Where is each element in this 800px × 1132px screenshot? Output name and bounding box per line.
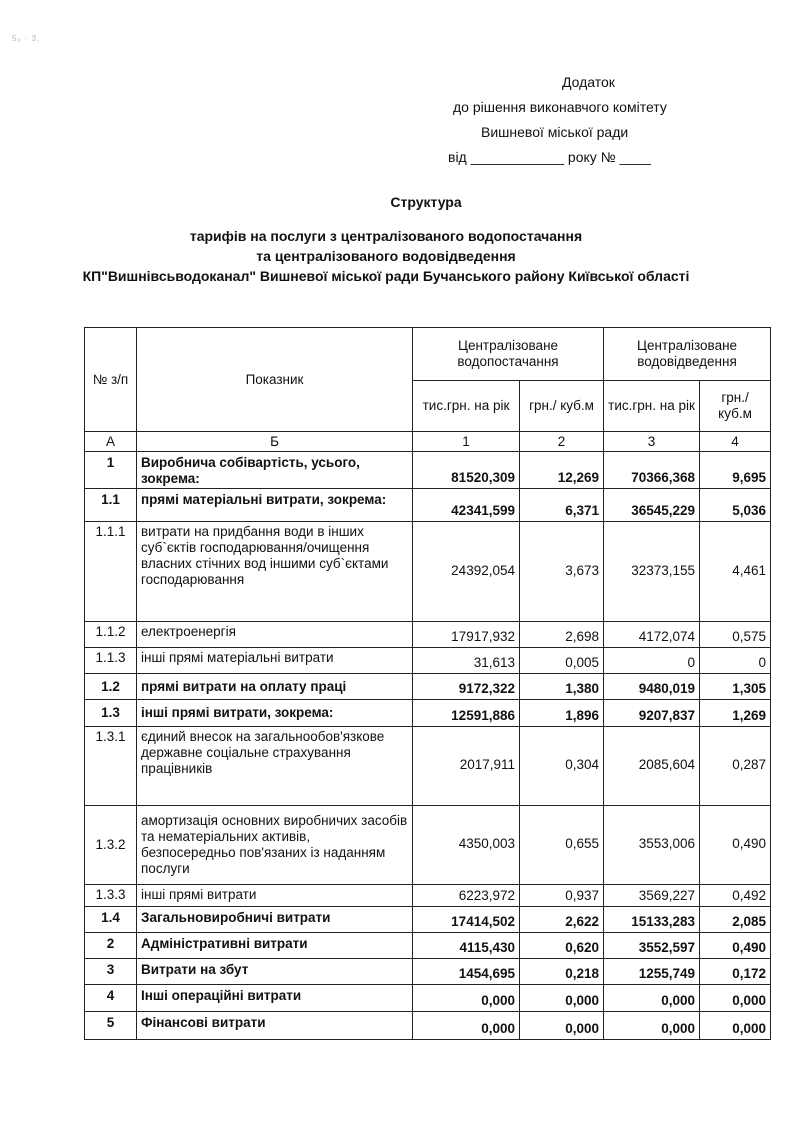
row-value-1: 4350,003 xyxy=(413,806,520,885)
table-row xyxy=(85,727,771,806)
row-num: 2 xyxy=(85,933,137,959)
row-value-1: 2017,911 xyxy=(413,727,520,806)
row-value-3: 3553,006 xyxy=(604,806,700,885)
row-value-4: 0 xyxy=(700,648,771,674)
row-value-4: 0,000 xyxy=(700,1012,771,1040)
row-value-2: 3,673 xyxy=(520,522,604,622)
row-value-1: 4115,430 xyxy=(413,933,520,959)
table-row xyxy=(85,933,771,959)
row-value-4: 9,695 xyxy=(700,452,771,489)
table-row xyxy=(85,806,771,885)
row-value-4: 0,287 xyxy=(700,727,771,806)
row-num: 1.1 xyxy=(85,489,137,522)
title-line-4: КП"Вишнівсьводоканал" Вишневої міської ради Бучанського району Київської області xyxy=(82,268,690,284)
row-value-2: 1,380 xyxy=(520,674,604,700)
row-value-1: 0,000 xyxy=(413,985,520,1012)
appendix-line-2: до рішення виконавчого комітету xyxy=(453,99,667,115)
table-row xyxy=(85,522,771,622)
row-value-2: 12,269 xyxy=(520,452,604,489)
row-value-1: 9172,322 xyxy=(413,674,520,700)
row-value-1: 81520,309 xyxy=(413,452,520,489)
row-value-4: 4,461 xyxy=(700,522,771,622)
appendix-line-4: від ____________ року № ____ xyxy=(448,149,651,165)
row-value-2: 0,000 xyxy=(520,1012,604,1040)
col-label: 2 xyxy=(520,432,604,452)
row-value-3: 0 xyxy=(604,648,700,674)
header-water-disposal: Централізоване водовідведення xyxy=(604,328,771,381)
row-num: 1.3.3 xyxy=(85,885,137,907)
row-value-4: 0,490 xyxy=(700,933,771,959)
row-value-1: 1454,695 xyxy=(413,959,520,985)
table-row xyxy=(85,622,771,648)
row-value-2: 0,655 xyxy=(520,806,604,885)
header-unit-total-2: тис.грн. на рік xyxy=(604,381,700,432)
row-num: 1.1.1 xyxy=(85,522,137,622)
row-value-4: 2,085 xyxy=(700,907,771,933)
row-value-1: 0,000 xyxy=(413,1012,520,1040)
row-value-4: 5,036 xyxy=(700,489,771,522)
table-row xyxy=(85,452,771,489)
row-value-4: 1,269 xyxy=(700,700,771,727)
col-label: 3 xyxy=(604,432,700,452)
row-value-3: 2085,604 xyxy=(604,727,700,806)
row-name: єдиний внесок на загальнообов'язкове державне соціальне страхування працівників xyxy=(137,727,413,806)
row-name: прямі витрати на оплату праці xyxy=(137,674,413,700)
row-name: амортизація основних виробничих засобів та нематеріальних активів, безпосередньо пов'язаних із наданням послуги xyxy=(137,806,413,885)
row-name: інші прямі матеріальні витрати xyxy=(137,648,413,674)
row-value-3: 0,000 xyxy=(604,1012,700,1040)
appendix-line-1: Додаток xyxy=(562,74,615,90)
row-name: Інші операційні витрати xyxy=(137,985,413,1012)
row-value-4: 0,172 xyxy=(700,959,771,985)
header-unit-per-m3-2: грн./ куб.м xyxy=(700,381,771,432)
row-num: 5 xyxy=(85,1012,137,1040)
row-value-3: 9207,837 xyxy=(604,700,700,727)
appendix-block xyxy=(440,70,700,170)
row-name: Виробнича собівартість, усього, зокрема: xyxy=(137,452,413,489)
table-row xyxy=(85,489,771,522)
row-value-3: 9480,019 xyxy=(604,674,700,700)
row-name: Витрати на збут xyxy=(137,959,413,985)
row-value-4: 0,000 xyxy=(700,985,771,1012)
col-label: 1 xyxy=(413,432,520,452)
row-value-1: 17414,502 xyxy=(413,907,520,933)
row-value-3: 15133,283 xyxy=(604,907,700,933)
row-value-2: 0,218 xyxy=(520,959,604,985)
row-value-2: 1,896 xyxy=(520,700,604,727)
col-label: 4 xyxy=(700,432,771,452)
row-name: прямі матеріальні витрати, зокрема: xyxy=(137,489,413,522)
row-name: Адміністративні витрати xyxy=(137,933,413,959)
header-indicator: Показник xyxy=(137,328,413,432)
col-label: А xyxy=(85,432,137,452)
row-num: 1.4 xyxy=(85,907,137,933)
row-value-1: 17917,932 xyxy=(413,622,520,648)
row-value-2: 2,698 xyxy=(520,622,604,648)
row-num: 1.1.3 xyxy=(85,648,137,674)
row-name: інші прямі витрати xyxy=(137,885,413,907)
table-row xyxy=(85,885,771,907)
row-name: витрати на придбання води в інших суб`єктів господарювання/очищення власних стічних вод іншими суб`єктами господарювання xyxy=(137,522,413,622)
row-value-3: 3569,227 xyxy=(604,885,700,907)
row-name: електроенергія xyxy=(137,622,413,648)
row-num: 1.3 xyxy=(85,700,137,727)
header-water-supply: Централізоване водопостачання xyxy=(413,328,604,381)
row-value-2: 2,622 xyxy=(520,907,604,933)
row-value-2: 0,005 xyxy=(520,648,604,674)
title-line-2: тарифів на послуги з централізованого водопостачання xyxy=(189,228,583,244)
row-value-2: 0,000 xyxy=(520,985,604,1012)
table-row xyxy=(85,1012,771,1040)
row-value-1: 24392,054 xyxy=(413,522,520,622)
row-value-3: 1255,749 xyxy=(604,959,700,985)
row-value-4: 0,490 xyxy=(700,806,771,885)
title-line-1: Структура xyxy=(390,194,462,210)
header-num: № з/п xyxy=(85,328,137,432)
appendix-line-3: Вишневої міської ради xyxy=(481,124,629,140)
row-value-3: 3552,597 xyxy=(604,933,700,959)
row-value-4: 0,575 xyxy=(700,622,771,648)
table-row xyxy=(85,907,771,933)
row-num: 3 xyxy=(85,959,137,985)
row-value-1: 12591,886 xyxy=(413,700,520,727)
row-num: 4 xyxy=(85,985,137,1012)
row-value-3: 0,000 xyxy=(604,985,700,1012)
row-value-1: 42341,599 xyxy=(413,489,520,522)
table-row xyxy=(85,959,771,985)
row-num: 1.1.2 xyxy=(85,622,137,648)
row-value-4: 0,492 xyxy=(700,885,771,907)
row-value-3: 4172,074 xyxy=(604,622,700,648)
table-row xyxy=(85,674,771,700)
table-row xyxy=(85,700,771,727)
col-label: Б xyxy=(137,432,413,452)
table-row xyxy=(85,985,771,1012)
document-title xyxy=(0,192,800,286)
row-value-3: 70366,368 xyxy=(604,452,700,489)
header-unit-total-1: тис.грн. на рік xyxy=(413,381,520,432)
row-value-3: 36545,229 xyxy=(604,489,700,522)
title-line-3: та централізованого водовідведення xyxy=(256,248,516,264)
row-value-2: 0,620 xyxy=(520,933,604,959)
row-num: 1 xyxy=(85,452,137,489)
row-num: 1.3.2 xyxy=(85,806,137,885)
row-value-1: 6223,972 xyxy=(413,885,520,907)
row-value-2: 6,371 xyxy=(520,489,604,522)
row-value-3: 32373,155 xyxy=(604,522,700,622)
corner-mark: 5ᵤ · 3, xyxy=(12,34,41,43)
row-value-2: 0,937 xyxy=(520,885,604,907)
row-value-1: 31,613 xyxy=(413,648,520,674)
tariff-structure-table xyxy=(84,327,771,1040)
row-name: Фінансові витрати xyxy=(137,1012,413,1040)
row-name: інші прямі витрати, зокрема: xyxy=(137,700,413,727)
row-num: 1.3.1 xyxy=(85,727,137,806)
row-value-4: 1,305 xyxy=(700,674,771,700)
header-unit-per-m3-1: грн./ куб.м xyxy=(520,381,604,432)
table-row xyxy=(85,648,771,674)
row-num: 1.2 xyxy=(85,674,137,700)
row-value-2: 0,304 xyxy=(520,727,604,806)
row-name: Загальновиробничі витрати xyxy=(137,907,413,933)
